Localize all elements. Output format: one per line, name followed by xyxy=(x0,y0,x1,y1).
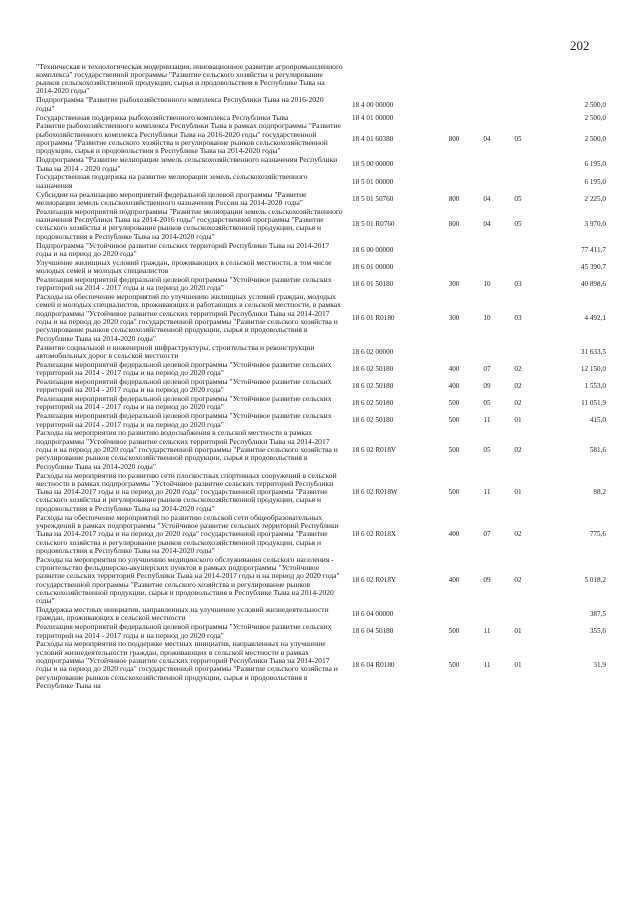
table-row xyxy=(36,605,606,622)
row-name-cell: Подпрограмма "Развитие рыбохозяйственного комплекса Республики Тыва на 2016-2020 годы" xyxy=(36,95,324,113)
target-code-cell: 18 4 00 00000 xyxy=(352,100,394,109)
section-cell: 09 xyxy=(483,382,491,391)
subsection-cell: 05 xyxy=(514,134,522,143)
expense-type-cell: 500 xyxy=(448,661,460,670)
page-number: 202 xyxy=(570,38,590,53)
expense-type-cell xyxy=(436,96,472,113)
section-cell xyxy=(472,241,502,258)
table-row xyxy=(36,122,606,156)
row-name-cell: Реализация мероприятий федеральной целевой программы "Устойчивое развитие сельских территорий на 2014 - 2017 годы и на период до 2020 года" xyxy=(36,359,332,377)
table-row xyxy=(36,173,606,190)
expense-type-cell xyxy=(436,343,472,360)
target-code-cell: 18 6 02 50180 xyxy=(352,364,394,373)
subsection-cell xyxy=(502,62,534,96)
expense-type-cell: 500 xyxy=(448,416,460,425)
table-row xyxy=(36,394,606,411)
table-row xyxy=(36,258,606,275)
amount-cell: 88,2 xyxy=(593,488,606,497)
expense-type-cell: 300 xyxy=(448,280,460,289)
row-name-cell: Реализация мероприятий федеральной целевой программы "Устойчивое развитие сельских территорий на 2014 - 2017 годы и на период до 2020 года" xyxy=(36,411,332,429)
expense-type-cell: 300 xyxy=(448,313,460,322)
subsection-cell: 01 xyxy=(514,488,522,497)
subsection-cell xyxy=(502,241,534,258)
amount-cell: 2 225,0 xyxy=(584,194,606,203)
section-cell: 05 xyxy=(483,446,491,455)
table-row xyxy=(36,62,606,96)
expense-type-cell: 400 xyxy=(448,382,460,391)
expense-type-cell: 800 xyxy=(448,220,460,229)
expense-type-cell xyxy=(436,605,472,622)
row-name-cell: Субсидии на реализацию мероприятий федеральной целевой программы "Развитие мелиорации земель сельскохозяйственного назначения России на 2014-2020 годы" xyxy=(36,189,307,207)
target-code-cell: 18 4 01 00000 xyxy=(352,113,394,122)
section-cell xyxy=(472,605,502,622)
target-code-cell: 18 6 04 00000 xyxy=(352,610,394,619)
subsection-cell: 03 xyxy=(514,280,522,289)
section-cell: 04 xyxy=(483,194,491,203)
amount-cell: 581,6 xyxy=(589,446,606,455)
amount-cell: 355,6 xyxy=(589,627,606,636)
subsection-cell xyxy=(502,258,534,275)
subsection-cell: 02 xyxy=(514,576,522,585)
table-row xyxy=(36,377,606,394)
subsection-cell: 01 xyxy=(514,416,522,425)
expense-type-cell: 400 xyxy=(448,364,460,373)
table-row xyxy=(36,429,606,471)
amount-cell: 45 390,7 xyxy=(580,262,606,271)
amount-cell: 415,0 xyxy=(589,416,606,425)
row-name-cell: Реализация мероприятий федеральной целевой программы "Устойчивое развитие сельских территорий на 2014 - 2017 годы и на период до 2020 года" xyxy=(36,376,332,395)
subsection-cell: 01 xyxy=(514,627,522,636)
section-cell: 11 xyxy=(483,627,491,636)
subsection-cell: 05 xyxy=(514,220,522,229)
section-cell xyxy=(472,96,502,113)
section-cell: 11 xyxy=(483,416,491,425)
amount-cell: 11 051,9 xyxy=(581,399,606,408)
table-row xyxy=(36,471,606,513)
section-cell xyxy=(472,343,502,360)
row-name-cell: Подпрограмма "Устойчивое развитие сельских территорий Республики Тыва на 2014-2017 годы и на период до 2020 года" xyxy=(36,240,330,258)
row-name-cell: Расходы на обеспечение мероприятий по развитию сельской сети общеобразовательных учреждений в рамках подпрограммы "Устойчивое развитие сельских территорий Республики Тыва на 2014-2017 годы и на период до 2020 года" государственной программы "Развитие сельского хозяйства и регулирование рынков сельскохозяйственной продукции, сырья и продовольствия в Республике Тыва на 2014-2020 годы" xyxy=(36,512,339,555)
amount-cell: 2 500,0 xyxy=(584,100,606,109)
amount-cell: 6 195,0 xyxy=(584,160,606,169)
table-body xyxy=(36,62,606,690)
subsection-cell: 02 xyxy=(514,364,522,373)
table-row xyxy=(36,96,606,113)
section-cell: 04 xyxy=(483,220,491,229)
section-cell: 10 xyxy=(483,313,491,322)
target-code-cell: 18 4 01 60380 xyxy=(352,134,394,143)
row-name-cell: Государственная поддержка на развитие мелиорации земель сельскохозяйственного назначения xyxy=(36,172,308,190)
expense-type-cell xyxy=(436,241,472,258)
table-row xyxy=(36,412,606,429)
section-cell xyxy=(472,62,502,96)
amount-cell: 3 970,0 xyxy=(584,220,606,229)
target-code-cell: 18 6 02 R018V xyxy=(352,446,397,455)
section-cell: 07 xyxy=(483,364,491,373)
row-name-cell: Реализация мероприятий федеральной целевой программы "Устойчивое развитие сельских территорий на 2014 - 2017 годы и на период до 2020 года" xyxy=(36,394,332,412)
amount-cell: 775,6 xyxy=(589,530,606,539)
target-code-cell: 18 6 00 00000 xyxy=(352,245,394,254)
subsection-cell xyxy=(502,343,534,360)
section-cell: 04 xyxy=(483,134,491,143)
expense-type-cell xyxy=(436,258,472,275)
expense-type-cell: 800 xyxy=(448,134,460,143)
subsection-cell: 02 xyxy=(514,446,522,455)
row-name-cell: Поддержка местных инициатив, направленных на улучшение условий жизнедеятельности граждан, проживающих в сельской местности xyxy=(36,605,329,623)
subsection-cell: 03 xyxy=(514,313,522,322)
amount-cell: 2 500,0 xyxy=(584,113,606,122)
target-code-cell: 18 6 01 00000 xyxy=(352,262,394,271)
subsection-cell xyxy=(502,113,534,122)
subsection-cell xyxy=(502,156,534,173)
table-row xyxy=(36,241,606,258)
row-name-cell: Улучшение жилищных условий граждан, проживающих в сельской местности, в том числе молодых семей и молодых специалистов xyxy=(36,257,332,276)
row-name-cell: Реализация мероприятий федеральной целевой программы "Устойчивое развитие сельских территорий на 2014 - 2017 годы и на период до 2020 года" xyxy=(36,622,332,640)
row-name-cell: Расходы на мероприятия по поддержке местных инициатив, направленных на улучшение условий жизнедеятельности граждан, проживающих в сельской местности в рамках подпрограммы "Устойчивое развитие сельских территорий Республики Тыва на 2014-2017 годы и на период до 2020 года" государственной программы "Развитие сельского хозяйства и регулирование рынков сельскохозяйственной продукции, сырья и продовольствия в Республике Тыва на xyxy=(36,639,338,690)
target-code-cell: 18 5 01 R0760 xyxy=(352,220,395,229)
table-row xyxy=(36,207,606,241)
expense-type-cell: 500 xyxy=(448,627,460,636)
row-name-cell: Реализация мероприятий подпрограммы "Развитие мелиорации земель сельскохозяйственного назначения Республики Тыва на 2014-2016 годы" государственной программы "Развитие сельского хозяйства и регулирование рынков сельскохозяйственной продукции, сырья и продовольствия в Республике Тыва на 2014-2020 годы" xyxy=(36,206,343,241)
table-row xyxy=(36,623,606,640)
table-row xyxy=(36,275,606,292)
expense-type-cell: 500 xyxy=(448,488,460,497)
amount-cell: 6 195,0 xyxy=(584,177,606,186)
target-code-cell: 18 6 04 50180 xyxy=(352,627,394,636)
row-name-cell: Расходы на мероприятия по развитию водоснабжения в сельской местности в рамках подпрограммы "Устойчивое развитие сельских территорий Республики Тыва на 2014-2017 годы и на период до 2020 года" государственной программы "Развитие сельского хозяйства и регулирование рынков сельскохозяйственной продукции, сырья и продовольствия в Республике Тыва на 2014-2020 годы" xyxy=(36,428,338,471)
table-row xyxy=(36,555,606,605)
subsection-cell: 01 xyxy=(514,661,522,670)
section-cell xyxy=(472,258,502,275)
section-cell: 07 xyxy=(483,530,491,539)
table-row xyxy=(36,156,606,173)
section-cell: 11 xyxy=(483,488,491,497)
amount-cell: 40 898,6 xyxy=(580,280,606,289)
target-code-cell: 18 6 02 R018W xyxy=(352,488,398,497)
expense-type-cell xyxy=(436,173,472,190)
section-cell: 11 xyxy=(483,661,491,670)
row-name-cell: Расходы на обеспечение мероприятий по улучшению жилищных условий граждан, молодых семей и молодых специалистов, проживающих и работающих в сельской местности, в рамках подпрограммы "Устойчивое развитие сельских территорий Республики Тыва на 2014-2017 годы и на период до 2020 года" государственной программы "Развитие сельского хозяйства и регулирование рынков сельскохозяйственной продукции, сырья и продовольствия в Республике Тыва на 2014-2020 годы" xyxy=(36,292,341,343)
subsection-cell: 05 xyxy=(514,194,522,203)
amount-cell: 4 492,1 xyxy=(584,313,606,322)
table-row xyxy=(36,360,606,377)
subsection-cell xyxy=(502,173,534,190)
target-code-cell: 18 6 02 00000 xyxy=(352,347,394,356)
section-cell: 09 xyxy=(483,576,491,585)
amount-cell xyxy=(534,62,606,96)
target-code-cell: 18 5 00 00000 xyxy=(352,160,394,169)
table-row xyxy=(36,513,606,555)
target-code-cell: 18 6 01 R0180 xyxy=(352,313,395,322)
target-code-cell: 18 6 02 50180 xyxy=(352,382,394,391)
section-cell xyxy=(472,173,502,190)
row-name-cell: Подпрограмма "Развитие мелиорации земель сельскохозяйственного назначения Республики Тыва на 2014 - 2020 годы" xyxy=(36,155,338,173)
expense-type-cell: 500 xyxy=(448,399,460,408)
expense-type-cell xyxy=(436,113,472,122)
amount-cell: 1 553,0 xyxy=(584,382,606,391)
table-row xyxy=(36,293,606,343)
amount-cell: 5 018,2 xyxy=(584,576,606,585)
expense-type-cell: 400 xyxy=(448,576,460,585)
table-row xyxy=(36,190,606,207)
subsection-cell: 02 xyxy=(514,530,522,539)
target-code-cell: 18 5 01 50760 xyxy=(352,194,394,203)
table-row xyxy=(36,343,606,360)
amount-cell: 31 633,5 xyxy=(580,347,606,356)
table-row xyxy=(36,640,606,690)
subsection-cell xyxy=(502,605,534,622)
target-code-cell: 18 6 01 50180 xyxy=(352,280,394,289)
target-code-cell: 18 6 02 50180 xyxy=(352,399,394,408)
subsection-cell: 02 xyxy=(514,382,522,391)
amount-cell: 77 411,7 xyxy=(581,245,606,254)
section-cell xyxy=(472,113,502,122)
row-name-cell: Расходы на мероприятия по развитию сети плоскостных спортивных сооружений в сельской местности в рамках подпрограммы "Устойчивое развитие сельских территорий Республики Тыва на 2014-2017 годы и на период до 2020 года" государственной программы "Развитие сельского хозяйства и регулирование рынков сельскохозяйственной продукции, сырья и продовольствия в Республике Тыва на 2014-2020 годы" xyxy=(36,470,337,513)
section-cell xyxy=(472,156,502,173)
target-code-cell: 18 6 02 R018X xyxy=(352,530,397,539)
expense-type-cell xyxy=(436,62,472,96)
target-code-cell: 18 6 02 R018Y xyxy=(352,576,397,585)
row-name-cell: Расходы на мероприятия по улучшению медицинского обслуживания сельского населения - строительство фельдшерско-акушерских пунктов в рамках подпрограммы "Устойчивое развитие сельских территорий Республики Тыва на 2014-2017 годы и на период до 2020 года" государственной программы "Развитие сельского хозяйства и регулирование рынков сельскохозяйственной продукции, сырья и продовольствия в Республике Тыва на 2014-2020 годы" xyxy=(36,554,340,606)
amount-cell: 2 500,0 xyxy=(584,134,606,143)
amount-cell: 12 150,0 xyxy=(580,364,606,373)
target-code-cell: 18 6 02 50180 xyxy=(352,416,394,425)
row-name-cell: Развитие рыбохозяйственного комплекса Республики Тыва в рамках подпрограммы "Развитие рыбохозяйственного комплекса Республики Тыва на 2016-2020 годы" государственной программы "Развитие сельского хозяйства и регулирование рынков сельскохозяйственной продукции, сырья и продовольствия в Республике Тыва на 2014-2020 годы" xyxy=(36,121,341,156)
row-name-cell: Развитие социальной и инженерной инфраструктуры, строительства и реконструкции автомобильных дорог в сельской местности xyxy=(36,342,315,360)
row-name-cell: "Техническая и технологическая модернизация, инновационное развитие агропромышленного комплекса" государственной программы "Развитие сельского хозяйства и регулирование рынков сельскохозяйственной продукции, сырья и продовольствия в Республике Тыва на 2014-2020 годы" xyxy=(36,61,343,96)
row-name-cell: Государственная поддержка рыбохозяйственного комплекса Республики Тыва xyxy=(36,112,289,122)
amount-cell: 387,5 xyxy=(589,610,606,619)
subsection-cell xyxy=(502,96,534,113)
expense-type-cell xyxy=(436,156,472,173)
expense-type-cell: 500 xyxy=(448,446,460,455)
expense-type-cell: 800 xyxy=(448,194,460,203)
target-code-cell: 18 6 04 R0180 xyxy=(352,661,395,670)
subsection-cell: 02 xyxy=(514,399,522,408)
row-name-cell: Реализация мероприятий федеральной целевой программы "Устойчивое развитие сельских территорий на 2014 - 2017 годы и на период до 2020 года" xyxy=(36,274,332,293)
section-cell: 10 xyxy=(483,280,491,289)
expense-type-cell: 400 xyxy=(448,530,460,539)
budget-table xyxy=(36,62,606,690)
target-code-cell: 18 5 01 00000 xyxy=(352,177,394,186)
amount-cell: 31,9 xyxy=(593,661,606,670)
section-cell: 05 xyxy=(483,399,491,408)
target-code-cell xyxy=(352,62,436,96)
